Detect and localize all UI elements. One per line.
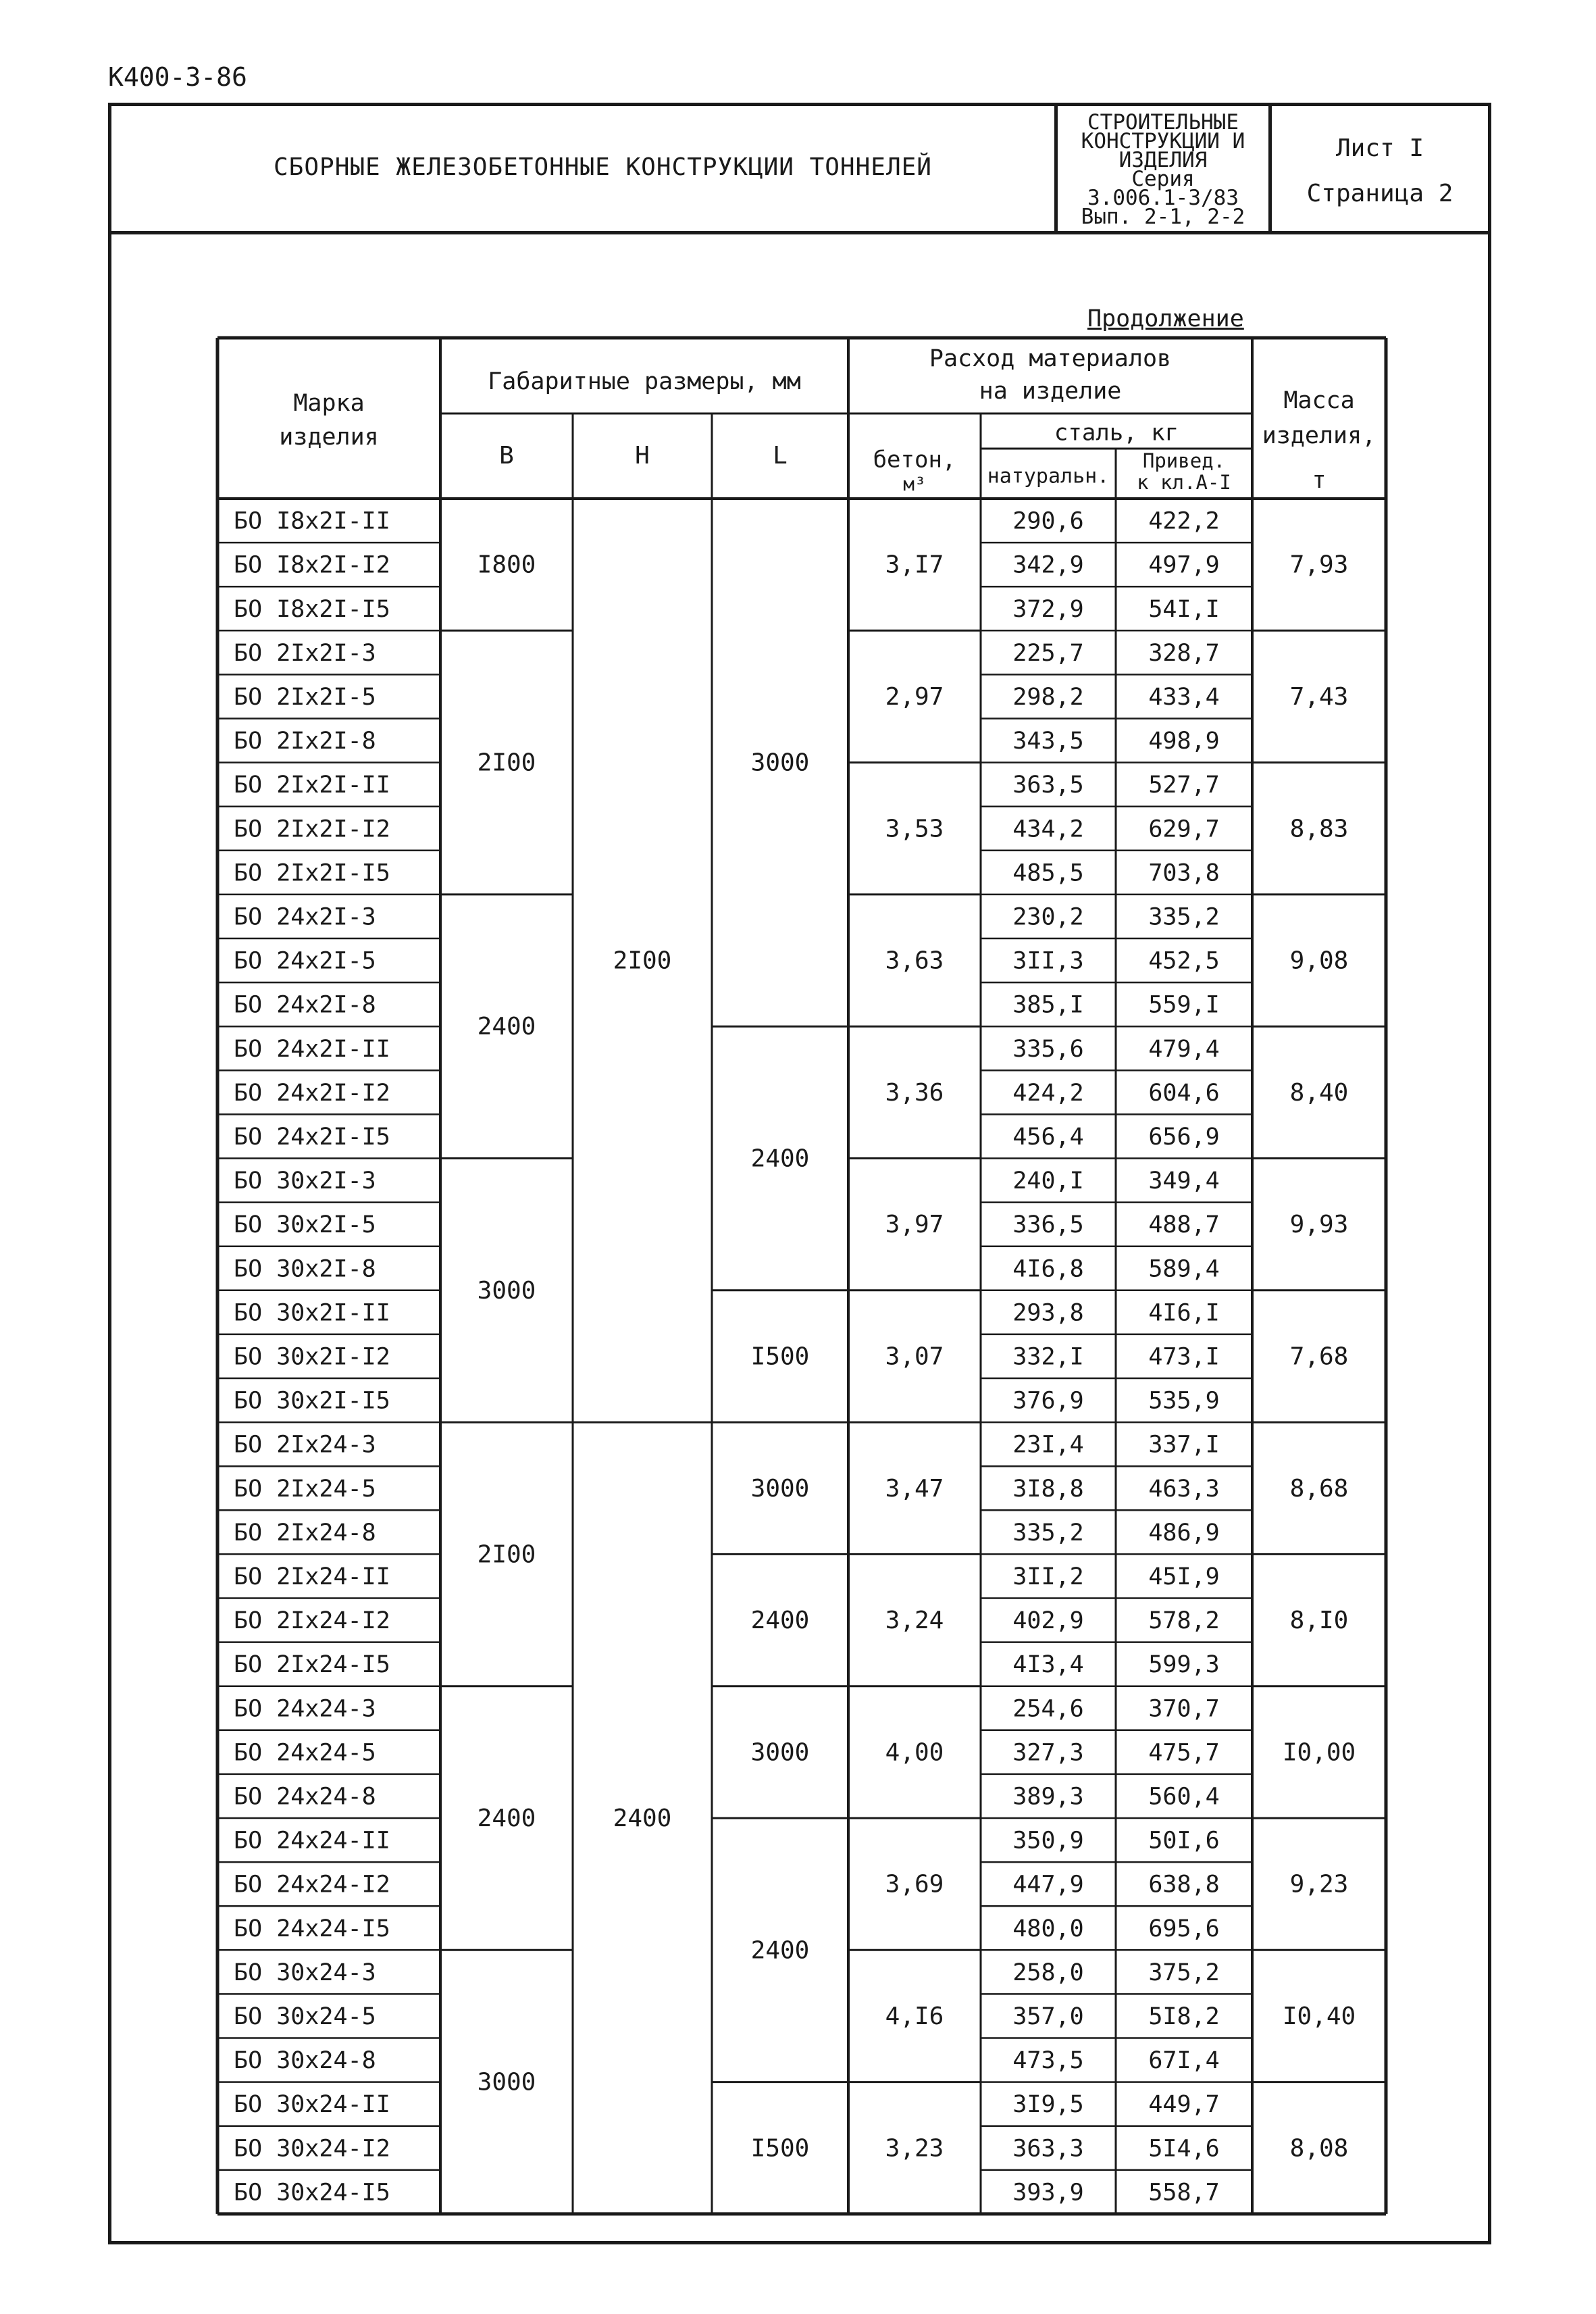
table-row-natural: 254,6 <box>1012 1695 1084 1723</box>
table-row-reduced: 479,4 <box>1148 1035 1220 1063</box>
table-row-mark: БО I8х2I-I2 <box>234 551 390 579</box>
cell-concrete: 4,I6 <box>885 2002 944 2030</box>
cell-concrete: 3,36 <box>885 1078 944 1107</box>
table-row-reduced: 5I8,2 <box>1148 2003 1220 2030</box>
cell-mass: 7,68 <box>1289 1342 1349 1371</box>
header-l: L <box>773 442 788 470</box>
table-row-natural: 434,2 <box>1012 815 1084 843</box>
table-row-mark: БО 2Iх24-5 <box>234 1475 376 1503</box>
table-row-reduced: 695,6 <box>1148 1915 1220 1942</box>
table-row-natural: 447,9 <box>1012 1871 1084 1898</box>
header-mark: изделия <box>279 424 379 451</box>
table-row-mark: БО 2Iх2I-II <box>234 772 390 799</box>
cell-l: 3000 <box>750 1474 810 1503</box>
cell-l: 2400 <box>750 1145 810 1173</box>
cell-b: 2400 <box>477 1805 536 1832</box>
cell-concrete: 2,97 <box>885 682 944 711</box>
cell-mass: 8,83 <box>1289 815 1349 843</box>
table-row-mark: БО 30х24-3 <box>234 1959 376 1986</box>
cell-l: 3000 <box>750 749 810 777</box>
document-title: СБОРНЫЕ ЖЕЛЕЗОБЕТОННЫЕ КОНСТРУКЦИИ ТОННЕЛЕЙ <box>274 153 932 181</box>
table-row-mark: БО 30х24-5 <box>234 2003 376 2030</box>
table-row-reduced: 337,I <box>1148 1431 1220 1459</box>
table-row-natural: 343,5 <box>1012 728 1084 755</box>
table-row-mark: БО 2Iх2I-3 <box>234 639 376 667</box>
table-row-reduced: 370,7 <box>1148 1695 1220 1723</box>
cell-concrete: 3,69 <box>885 1870 944 1898</box>
table-row-mark: БО 24х2I-3 <box>234 903 376 931</box>
table-row-reduced: 656,9 <box>1148 1123 1220 1151</box>
cell-h: 2400 <box>613 1805 672 1832</box>
table-row-reduced: 45I,9 <box>1148 1563 1220 1590</box>
table-row-natural: 335,6 <box>1012 1035 1084 1063</box>
table-row-reduced: 527,7 <box>1148 772 1220 799</box>
table-row-mark: БО 24х2I-8 <box>234 991 376 1019</box>
table-row-mark: БО 24х24-I5 <box>234 1915 390 1942</box>
table-row-mark: БО 30х2I-I5 <box>234 1387 390 1415</box>
table-row-natural: 327,3 <box>1012 1739 1084 1767</box>
cell-b: I800 <box>477 551 536 579</box>
table-row-mark: БО 24х2I-I2 <box>234 1079 390 1107</box>
table-row-reduced: 67I,4 <box>1148 2047 1220 2075</box>
table-row-reduced: 498,9 <box>1148 728 1220 755</box>
table-row-mark: БО 24х24-I2 <box>234 1871 390 1898</box>
table-row-reduced: 422,2 <box>1148 507 1220 535</box>
series-line: ИЗДЕЛИЯ <box>1118 148 1208 172</box>
table-row-natural: 336,5 <box>1012 1211 1084 1239</box>
table-row-natural: 23I,4 <box>1012 1431 1084 1459</box>
table-row-natural: 332,I <box>1012 1343 1084 1371</box>
table-row-reduced: 638,8 <box>1148 1871 1220 1898</box>
header-dimensions: Габаритные размеры, мм <box>488 368 801 395</box>
table-row-natural: 376,9 <box>1012 1387 1084 1415</box>
table-row-reduced: 335,2 <box>1148 903 1220 931</box>
cell-b: 3000 <box>477 1276 536 1305</box>
cell-mass: 8,68 <box>1289 1474 1349 1503</box>
header-reduced: Привед. <box>1142 449 1226 472</box>
series-line: КОНСТРУКЦИИ И <box>1081 129 1245 153</box>
table-row-reduced: 560,4 <box>1148 1783 1220 1811</box>
cell-mass: 7,93 <box>1289 551 1349 579</box>
header-reduced: к кл.А-I <box>1137 471 1231 494</box>
table-row-reduced: 54I,I <box>1148 595 1220 623</box>
sheet-number: Лист I <box>1335 134 1424 162</box>
table-row-mark: БО I8х2I-I5 <box>234 595 390 623</box>
table-row-mark: БО 30х24-I2 <box>234 2135 390 2163</box>
cell-b: 2I00 <box>477 749 536 777</box>
table-row-mark: БО 2Iх24-8 <box>234 1519 376 1546</box>
table-row-mark: БО 2Iх2I-I5 <box>234 859 390 887</box>
cell-mass: I0,00 <box>1282 1738 1356 1767</box>
table-row-mark: БО 24х24-5 <box>234 1739 376 1767</box>
header-mass: изделия, <box>1262 422 1376 449</box>
cell-concrete: 3,I7 <box>885 551 944 579</box>
table-row-reduced: 375,2 <box>1148 1959 1220 1986</box>
table-row-reduced: 433,4 <box>1148 683 1220 711</box>
cell-l: 3000 <box>750 1738 810 1767</box>
table-row-mark: БО 24х2I-5 <box>234 947 376 975</box>
table-row-reduced: 604,6 <box>1148 1079 1220 1107</box>
header-materials: на изделие <box>979 378 1122 405</box>
cell-l: I500 <box>750 2134 810 2163</box>
continuation-label: Продолжение <box>1087 305 1244 332</box>
header-mass: Масса <box>1283 387 1355 414</box>
table-row-natural: 335,2 <box>1012 1519 1084 1546</box>
table-row-reduced: 452,5 <box>1148 947 1220 975</box>
header-mass: т <box>1312 467 1327 494</box>
table-row-reduced: 629,7 <box>1148 815 1220 843</box>
table-row-reduced: 5I4,6 <box>1148 2135 1220 2163</box>
table-row-mark: БО I8х2I-II <box>234 507 390 535</box>
cell-mass: I0,40 <box>1282 2002 1356 2030</box>
series-line: 3.006.1-3/83 <box>1087 186 1239 210</box>
table-row-natural: 372,9 <box>1012 595 1084 623</box>
cell-concrete: 3,47 <box>885 1474 944 1503</box>
cell-b: 2I00 <box>477 1540 536 1569</box>
cell-mass: 9,93 <box>1289 1211 1349 1239</box>
header-materials: Расход материалов <box>929 345 1172 372</box>
header-steel: сталь, кг <box>1054 419 1179 447</box>
table-row-natural: 258,0 <box>1012 1959 1084 1986</box>
table-row-natural: 3II,2 <box>1012 1563 1084 1590</box>
document-code: К400-3-86 <box>108 62 247 92</box>
table-row-mark: БО 30х24-II <box>234 2091 390 2119</box>
table-row-natural: 363,5 <box>1012 772 1084 799</box>
series-line: СТРОИТЕЛЬНЫЕ <box>1087 110 1239 134</box>
header-mark: Марка <box>293 390 365 417</box>
table-row-mark: БО 30х2I-8 <box>234 1255 376 1283</box>
table-row-natural: 424,2 <box>1012 1079 1084 1107</box>
table-row-reduced: 328,7 <box>1148 639 1220 667</box>
table-row-reduced: 578,2 <box>1148 1607 1220 1635</box>
table-row-natural: 225,7 <box>1012 639 1084 667</box>
cell-mass: 9,23 <box>1289 1870 1349 1898</box>
table-row-mark: БО 2Iх24-I5 <box>234 1651 390 1679</box>
table-row-mark: БО 30х2I-II <box>234 1299 390 1327</box>
table-row-mark: БО 24х2I-II <box>234 1035 390 1063</box>
header-h: Н <box>635 442 650 470</box>
table-row-mark: БО 2Iх24-3 <box>234 1431 376 1459</box>
table-row-natural: 480,0 <box>1012 1915 1084 1942</box>
table-row-natural: 485,5 <box>1012 859 1084 887</box>
table-row-reduced: 473,I <box>1148 1343 1220 1371</box>
table-row-natural: 3I8,8 <box>1012 1475 1084 1503</box>
table-row-reduced: 488,7 <box>1148 1211 1220 1239</box>
table-row-natural: 385,I <box>1012 991 1084 1019</box>
table-row-reduced: 497,9 <box>1148 551 1220 579</box>
cell-l: 2400 <box>750 1607 810 1635</box>
table-row-reduced: 599,3 <box>1148 1651 1220 1679</box>
table-row-mark: БО 24х2I-I5 <box>234 1123 390 1151</box>
cell-mass: 8,08 <box>1289 2134 1349 2163</box>
table-row-reduced: 475,7 <box>1148 1739 1220 1767</box>
table-row-natural: 393,9 <box>1012 2179 1084 2207</box>
table-row-natural: 4I3,4 <box>1012 1651 1084 1679</box>
cell-mass: 9,08 <box>1289 947 1349 975</box>
table-row-reduced: 50I,6 <box>1148 1827 1220 1855</box>
page-number: Страница 2 <box>1306 180 1453 207</box>
header-natural: натуральн. <box>987 464 1110 488</box>
table-row-natural: 402,9 <box>1012 1607 1084 1635</box>
table-row-reduced: 349,4 <box>1148 1167 1220 1195</box>
header-concrete: м³ <box>903 473 926 495</box>
table-row-natural: 473,5 <box>1012 2047 1084 2075</box>
cell-concrete: 3,23 <box>885 2134 944 2163</box>
table-row-natural: 456,4 <box>1012 1123 1084 1151</box>
table-row-mark: БО 24х24-8 <box>234 1783 376 1811</box>
table-row-reduced: 559,I <box>1148 991 1220 1019</box>
table-row-reduced: 463,3 <box>1148 1475 1220 1503</box>
cell-concrete: 4,00 <box>885 1738 944 1767</box>
header-b: В <box>499 442 514 470</box>
table-row-reduced: 703,8 <box>1148 859 1220 887</box>
table-row-mark: БО 24х24-3 <box>234 1695 376 1723</box>
table-row-reduced: 535,9 <box>1148 1387 1220 1415</box>
table-row-mark: БО 30х24-I5 <box>234 2179 390 2207</box>
series-line: Серия <box>1131 167 1195 191</box>
table-row-reduced: 589,4 <box>1148 1255 1220 1283</box>
cell-concrete: 3,63 <box>885 947 944 975</box>
table-row-reduced: 449,7 <box>1148 2091 1220 2119</box>
table-row-natural: 350,9 <box>1012 1827 1084 1855</box>
cell-b: 3000 <box>477 2068 536 2096</box>
cell-mass: 8,I0 <box>1289 1607 1349 1635</box>
table-row-natural: 363,3 <box>1012 2135 1084 2163</box>
table-row-mark: БО 2Iх24-I2 <box>234 1607 390 1635</box>
cell-h: 2I00 <box>613 947 672 975</box>
table-row-reduced: 486,9 <box>1148 1519 1220 1546</box>
table-row-natural: 293,8 <box>1012 1299 1084 1327</box>
table-row-mark: БО 30х2I-5 <box>234 1211 376 1239</box>
table-row-mark: БО 2Iх2I-I2 <box>234 815 390 843</box>
cell-b: 2400 <box>477 1013 536 1041</box>
table-row-mark: БО 2Iх2I-5 <box>234 683 376 711</box>
series-line: Вып. 2-1, 2-2 <box>1081 205 1245 229</box>
table-row-mark: БО 30х24-8 <box>234 2047 376 2075</box>
cell-concrete: 3,97 <box>885 1211 944 1239</box>
cell-l: 2400 <box>750 1936 810 1965</box>
table-row-natural: 290,6 <box>1012 507 1084 535</box>
table-row-natural: 4I6,8 <box>1012 1255 1084 1283</box>
table-row-natural: 230,2 <box>1012 903 1084 931</box>
table-row-reduced: 558,7 <box>1148 2179 1220 2207</box>
table-row-natural: 389,3 <box>1012 1783 1084 1811</box>
cell-concrete: 3,24 <box>885 1607 944 1635</box>
table-row-natural: 357,0 <box>1012 2003 1084 2030</box>
table-row-mark: БО 2Iх24-II <box>234 1563 390 1590</box>
table-row-natural: 3I9,5 <box>1012 2091 1084 2119</box>
table-row-natural: 342,9 <box>1012 551 1084 579</box>
table-row-mark: БО 30х2I-I2 <box>234 1343 390 1371</box>
table-row-natural: 3II,3 <box>1012 947 1084 975</box>
cell-concrete: 3,07 <box>885 1342 944 1371</box>
cell-concrete: 3,53 <box>885 815 944 843</box>
cell-l: I500 <box>750 1342 810 1371</box>
table-row-mark: БО 30х2I-3 <box>234 1167 376 1195</box>
cell-mass: 8,40 <box>1289 1078 1349 1107</box>
table-row-reduced: 4I6,I <box>1148 1299 1220 1327</box>
table-row-natural: 298,2 <box>1012 683 1084 711</box>
header-concrete: бетон, <box>873 446 956 474</box>
table-row-mark: БО 2Iх2I-8 <box>234 728 376 755</box>
table-row-mark: БО 24х24-II <box>234 1827 390 1855</box>
table-row-natural: 240,I <box>1012 1167 1084 1195</box>
cell-mass: 7,43 <box>1289 682 1349 711</box>
